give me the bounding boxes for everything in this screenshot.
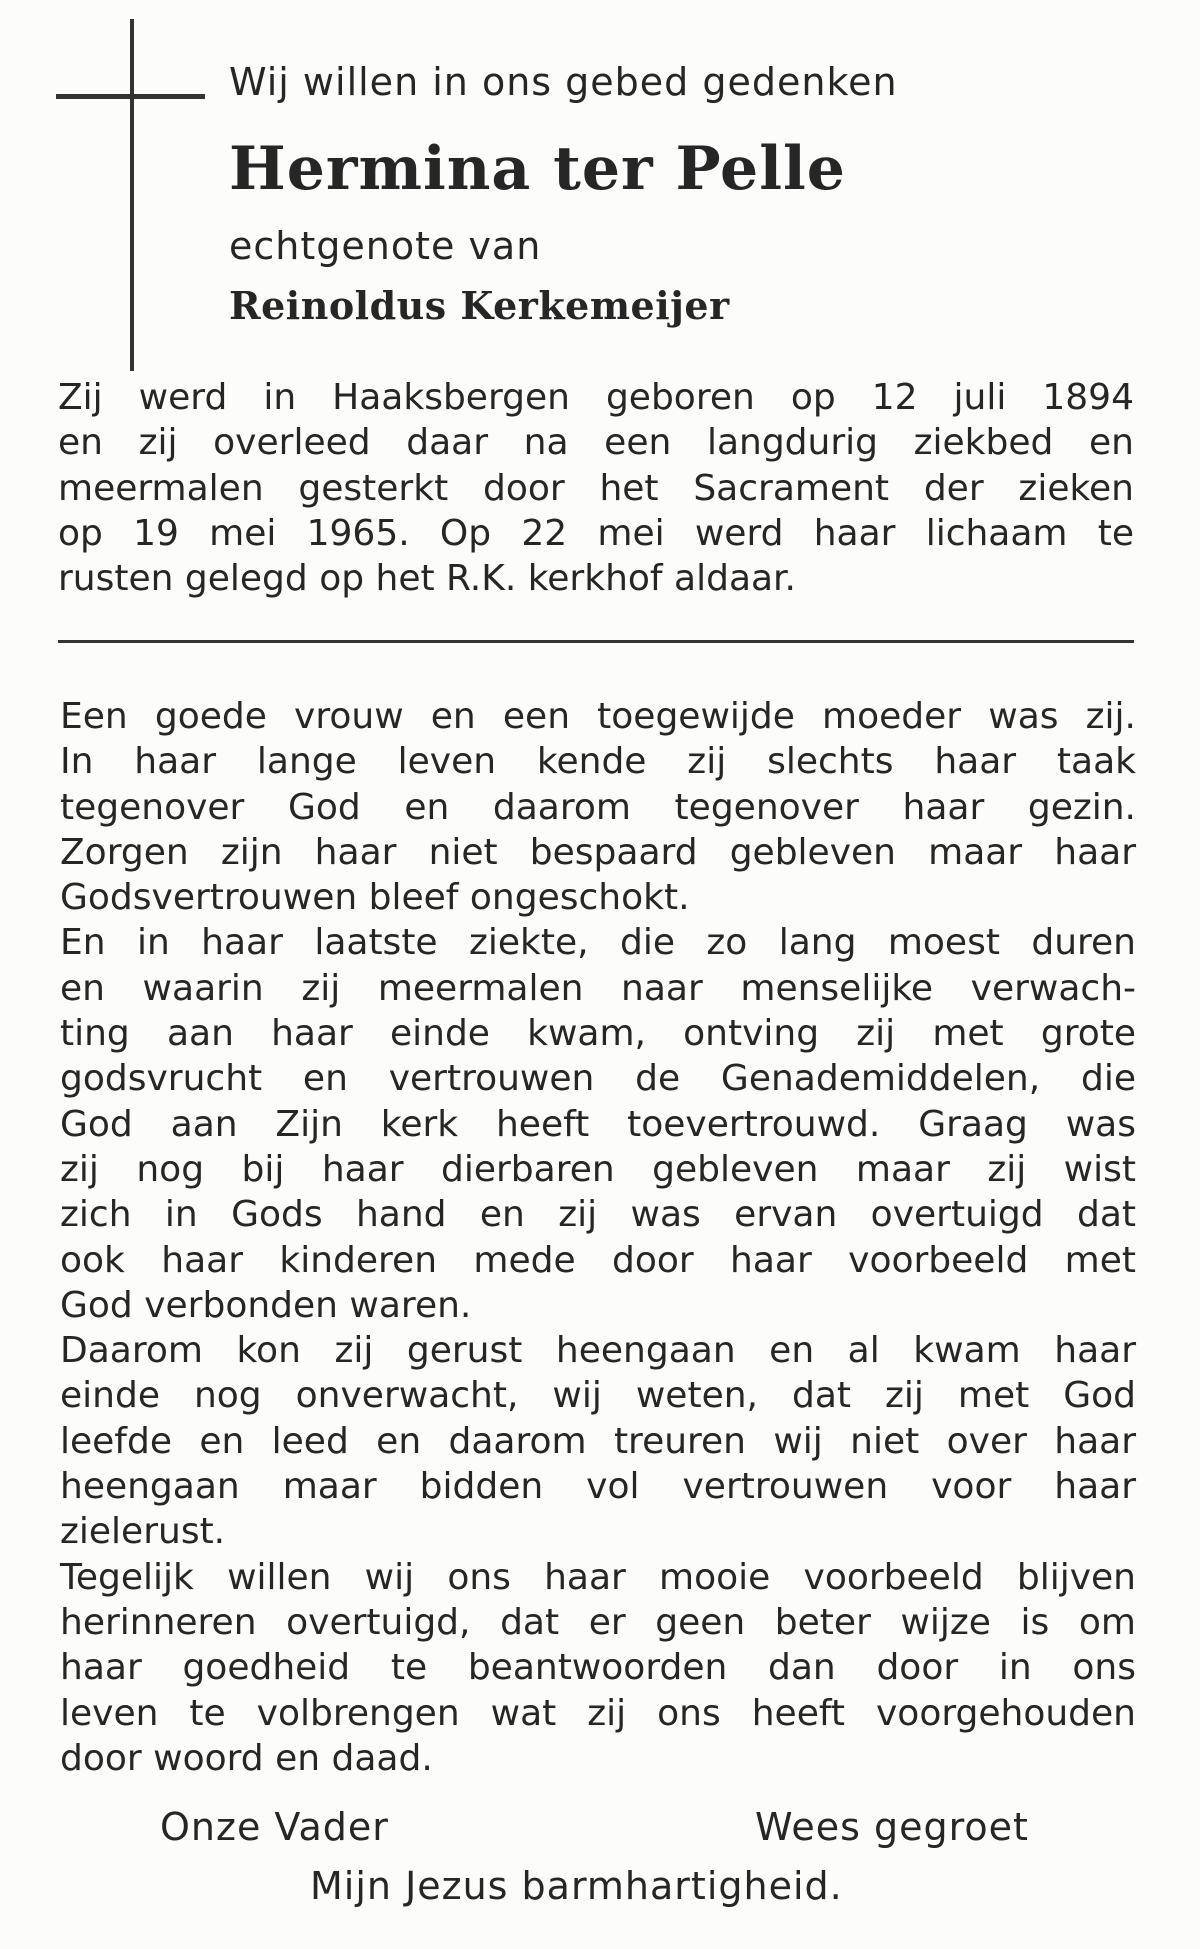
text-line: God verbonden waren. (60, 1284, 472, 1326)
prayer-mijn-jezus: Mijn Jezus barmhartigheid. (310, 1864, 843, 1908)
text-line: zij nog bij haar dierbaren gebleven maar zij wist (60, 1148, 1136, 1190)
text-line: leefde en leed en daarom treuren wij niet over haar (60, 1420, 1136, 1462)
deceased-name: Hermina ter Pelle (229, 134, 846, 204)
bio-line: en zij overleed daar na een langdurig ziekbed en (58, 422, 1134, 464)
biography-paragraph (58, 375, 1134, 601)
bio-line: op 19 mei 1965. Op 22 mei werd haar lichaam te (58, 512, 1134, 554)
text-line: haar goedheid te beantwoorden dan door in ons (60, 1647, 1136, 1689)
text-line: heengaan maar bidden vol vertrouwen voor haar (60, 1466, 1136, 1508)
text-line: ook haar kinderen mede door haar voorbeeld met (60, 1239, 1136, 1281)
intro-text: Wij willen in ons gebed gedenken (229, 60, 898, 104)
text-line: tegenover God en daarom tegenover haar gezin. (60, 786, 1136, 828)
cross-icon-bar (56, 94, 205, 99)
cross-icon (130, 19, 134, 371)
text-line: ting aan haar einde kwam, ontving zij met grote (60, 1013, 1136, 1055)
text-line: En in haar laatste ziekte, die zo lang moest duren (60, 922, 1136, 964)
bio-line: Zij werd in Haaksbergen geboren op 12 juli 1894 (58, 377, 1134, 418)
text-line: leven te volbrengen wat zij ons heeft voorgehouden (60, 1692, 1136, 1734)
memorial-text (60, 694, 1136, 1781)
text-line: herinneren overtuigd, dat er geen beter wijze is om (60, 1601, 1136, 1643)
text-line: In haar lange leven kende zij slechts haar taak (60, 741, 1136, 783)
text-line: Een goede vrouw en een toegewijde moeder was zij. (60, 696, 1136, 737)
bio-line: meermalen gesterkt door het Sacrament der zieken (58, 467, 1134, 509)
text-line: Tegelijk willen wij ons haar mooie voorbeeld blijven (60, 1556, 1136, 1598)
divider (58, 640, 1134, 643)
text-line: Zorgen zijn haar niet bespaard gebleven maar haar (60, 831, 1136, 873)
text-line: en waarin zij meermalen naar menselijke verwach- (60, 967, 1136, 1009)
spouse-label: echtgenote van (229, 224, 542, 268)
text-line: Godsvertrouwen bleef ongeschokt. (60, 877, 690, 919)
text-line: godsvrucht en vertrouwen de Genademiddelen, die (60, 1058, 1136, 1100)
text-line: Daarom kon zij gerust heengaan en al kwam haar (60, 1330, 1136, 1372)
spouse-name: Reinoldus Kerkemeijer (229, 283, 730, 328)
text-line: God aan Zijn kerk heeft toevertrouwd. Graag was (60, 1103, 1136, 1145)
text-line: einde nog onverwacht, wij weten, dat zij met God (60, 1375, 1136, 1417)
text-line: door woord en daad. (60, 1737, 433, 1779)
text-line: zielerust. (60, 1511, 226, 1553)
prayer-onze-vader: Onze Vader (160, 1805, 389, 1849)
bio-line: rusten gelegd op het R.K. kerkhof aldaar. (58, 558, 796, 600)
prayer-wees-gegroet: Wees gegroet (755, 1805, 1029, 1849)
text-line: zich in Gods hand en zij was ervan overtuigd dat (60, 1194, 1136, 1236)
